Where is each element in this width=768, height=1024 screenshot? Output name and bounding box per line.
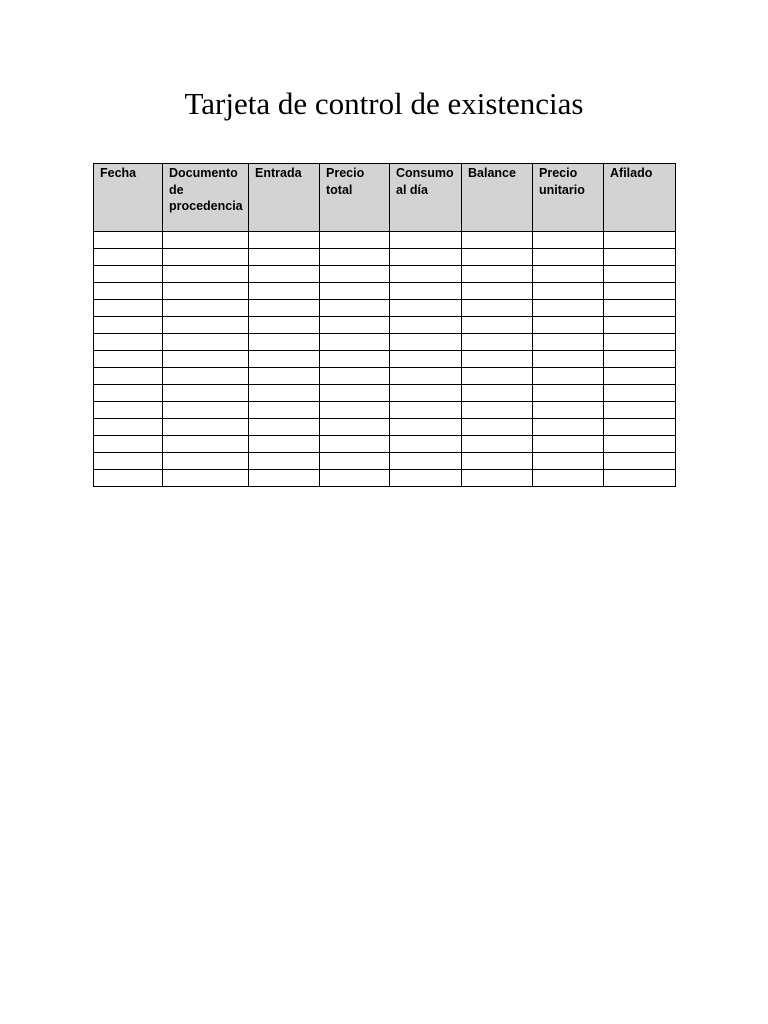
table-cell[interactable] [533,300,604,317]
table-cell[interactable] [249,300,320,317]
table-cell[interactable] [390,334,462,351]
table-row [94,453,676,470]
table-cell[interactable] [390,300,462,317]
table-cell[interactable] [320,249,390,266]
table-cell[interactable] [163,453,249,470]
table-cell[interactable] [462,232,533,249]
table-cell[interactable] [320,436,390,453]
table-cell[interactable] [320,317,390,334]
table-cell[interactable] [320,470,390,487]
table-cell[interactable] [163,283,249,300]
table-cell[interactable] [320,385,390,402]
table-cell[interactable] [320,453,390,470]
header-consumo-al-dia: Consumo al día [390,164,462,232]
table-cell[interactable] [462,385,533,402]
table-row [94,470,676,487]
table-cell[interactable] [533,283,604,300]
table-cell[interactable] [462,419,533,436]
table-cell[interactable] [249,470,320,487]
table-cell[interactable] [604,232,676,249]
table-cell[interactable] [390,402,462,419]
table-cell[interactable] [390,351,462,368]
header-precio-total: Precio total [320,164,390,232]
table-cell[interactable] [320,283,390,300]
header-documento-de-procedencia: Documento de procedencia [163,164,249,232]
table-cell[interactable] [462,470,533,487]
table-cell[interactable] [390,317,462,334]
table-cell[interactable] [249,419,320,436]
table-row [94,385,676,402]
table-row [94,249,676,266]
table-cell[interactable] [604,283,676,300]
table-cell[interactable] [390,249,462,266]
table-cell[interactable] [462,300,533,317]
header-entrada: Entrada [249,164,320,232]
table-cell[interactable] [163,317,249,334]
table-cell[interactable] [390,232,462,249]
table-cell[interactable] [604,317,676,334]
table-cell[interactable] [163,249,249,266]
table-cell[interactable] [462,317,533,334]
table-cell[interactable] [390,453,462,470]
table-cell[interactable] [249,283,320,300]
table-cell[interactable] [249,385,320,402]
table-row [94,334,676,351]
table-cell[interactable] [533,334,604,351]
header-afilado: Afilado [604,164,676,232]
table-cell[interactable] [249,453,320,470]
table-cell[interactable] [94,266,163,283]
table-cell[interactable] [163,334,249,351]
table-cell[interactable] [462,402,533,419]
table-cell[interactable] [320,368,390,385]
table-cell[interactable] [249,368,320,385]
table-cell[interactable] [320,351,390,368]
table-cell[interactable] [94,283,163,300]
table-cell[interactable] [163,419,249,436]
table-cell[interactable] [94,334,163,351]
table-cell[interactable] [94,419,163,436]
table-cell[interactable] [604,266,676,283]
table-cell[interactable] [604,419,676,436]
table-cell[interactable] [390,266,462,283]
table-cell[interactable] [94,300,163,317]
table-cell[interactable] [94,436,163,453]
table-cell[interactable] [533,419,604,436]
table-cell[interactable] [390,385,462,402]
table-cell[interactable] [320,334,390,351]
table-cell[interactable] [462,368,533,385]
table-cell[interactable] [320,232,390,249]
table-cell[interactable] [94,385,163,402]
table-cell[interactable] [94,402,163,419]
table-cell[interactable] [533,249,604,266]
table-cell[interactable] [163,436,249,453]
table-cell[interactable] [163,385,249,402]
table-cell[interactable] [462,436,533,453]
table-row [94,300,676,317]
table-cell[interactable] [249,266,320,283]
table-cell[interactable] [533,436,604,453]
table-cell[interactable] [94,351,163,368]
table-cell[interactable] [533,385,604,402]
table-row [94,351,676,368]
table-cell[interactable] [533,232,604,249]
table-cell[interactable] [163,266,249,283]
table-cell[interactable] [604,300,676,317]
table-cell[interactable] [94,232,163,249]
table-cell[interactable] [320,300,390,317]
table-cell[interactable] [249,249,320,266]
table-cell[interactable] [249,436,320,453]
header-precio-unitario: Precio unitario [533,164,604,232]
table-cell[interactable] [163,402,249,419]
table-cell[interactable] [533,368,604,385]
table-cell[interactable] [320,419,390,436]
table-cell[interactable] [94,470,163,487]
table-cell[interactable] [249,232,320,249]
table-row [94,317,676,334]
table-cell[interactable] [163,368,249,385]
table-cell[interactable] [163,470,249,487]
table-header-row [94,164,676,232]
table-cell[interactable] [604,249,676,266]
table-cell[interactable] [462,249,533,266]
table-cell[interactable] [462,283,533,300]
table-row [94,232,676,249]
table-cell[interactable] [533,351,604,368]
table-cell[interactable] [604,368,676,385]
table-cell[interactable] [462,266,533,283]
stock-control-table [93,163,676,487]
table-row [94,402,676,419]
table-cell[interactable] [604,351,676,368]
table-cell[interactable] [163,232,249,249]
header-balance: Balance [462,164,533,232]
table-cell[interactable] [163,351,249,368]
table-cell[interactable] [604,402,676,419]
table-cell[interactable] [533,317,604,334]
table-row [94,436,676,453]
table-cell[interactable] [390,470,462,487]
table-row [94,283,676,300]
table-cell[interactable] [320,266,390,283]
table-cell[interactable] [604,334,676,351]
table-cell[interactable] [604,470,676,487]
table-row [94,368,676,385]
table-cell[interactable] [604,385,676,402]
table-cell[interactable] [390,283,462,300]
table-cell[interactable] [604,453,676,470]
table-row [94,266,676,283]
table-cell[interactable] [320,402,390,419]
table-cell[interactable] [94,453,163,470]
table-cell[interactable] [249,351,320,368]
table-cell[interactable] [249,402,320,419]
table-cell[interactable] [249,317,320,334]
table-cell[interactable] [604,436,676,453]
table-cell[interactable] [533,266,604,283]
table-cell[interactable] [163,300,249,317]
table-cell[interactable] [462,334,533,351]
table-cell[interactable] [249,334,320,351]
table-cell[interactable] [94,317,163,334]
table-body [94,232,676,487]
table-cell[interactable] [462,351,533,368]
table-cell[interactable] [533,470,604,487]
header-fecha: Fecha [94,164,163,232]
table-cell[interactable] [94,249,163,266]
table-cell[interactable] [390,368,462,385]
table-cell[interactable] [390,419,462,436]
table-cell[interactable] [390,436,462,453]
table-row [94,419,676,436]
document-title: Tarjeta de control de existencias [184,86,584,121]
table-cell[interactable] [533,402,604,419]
table-cell[interactable] [533,453,604,470]
table-cell[interactable] [94,368,163,385]
table-cell[interactable] [462,453,533,470]
